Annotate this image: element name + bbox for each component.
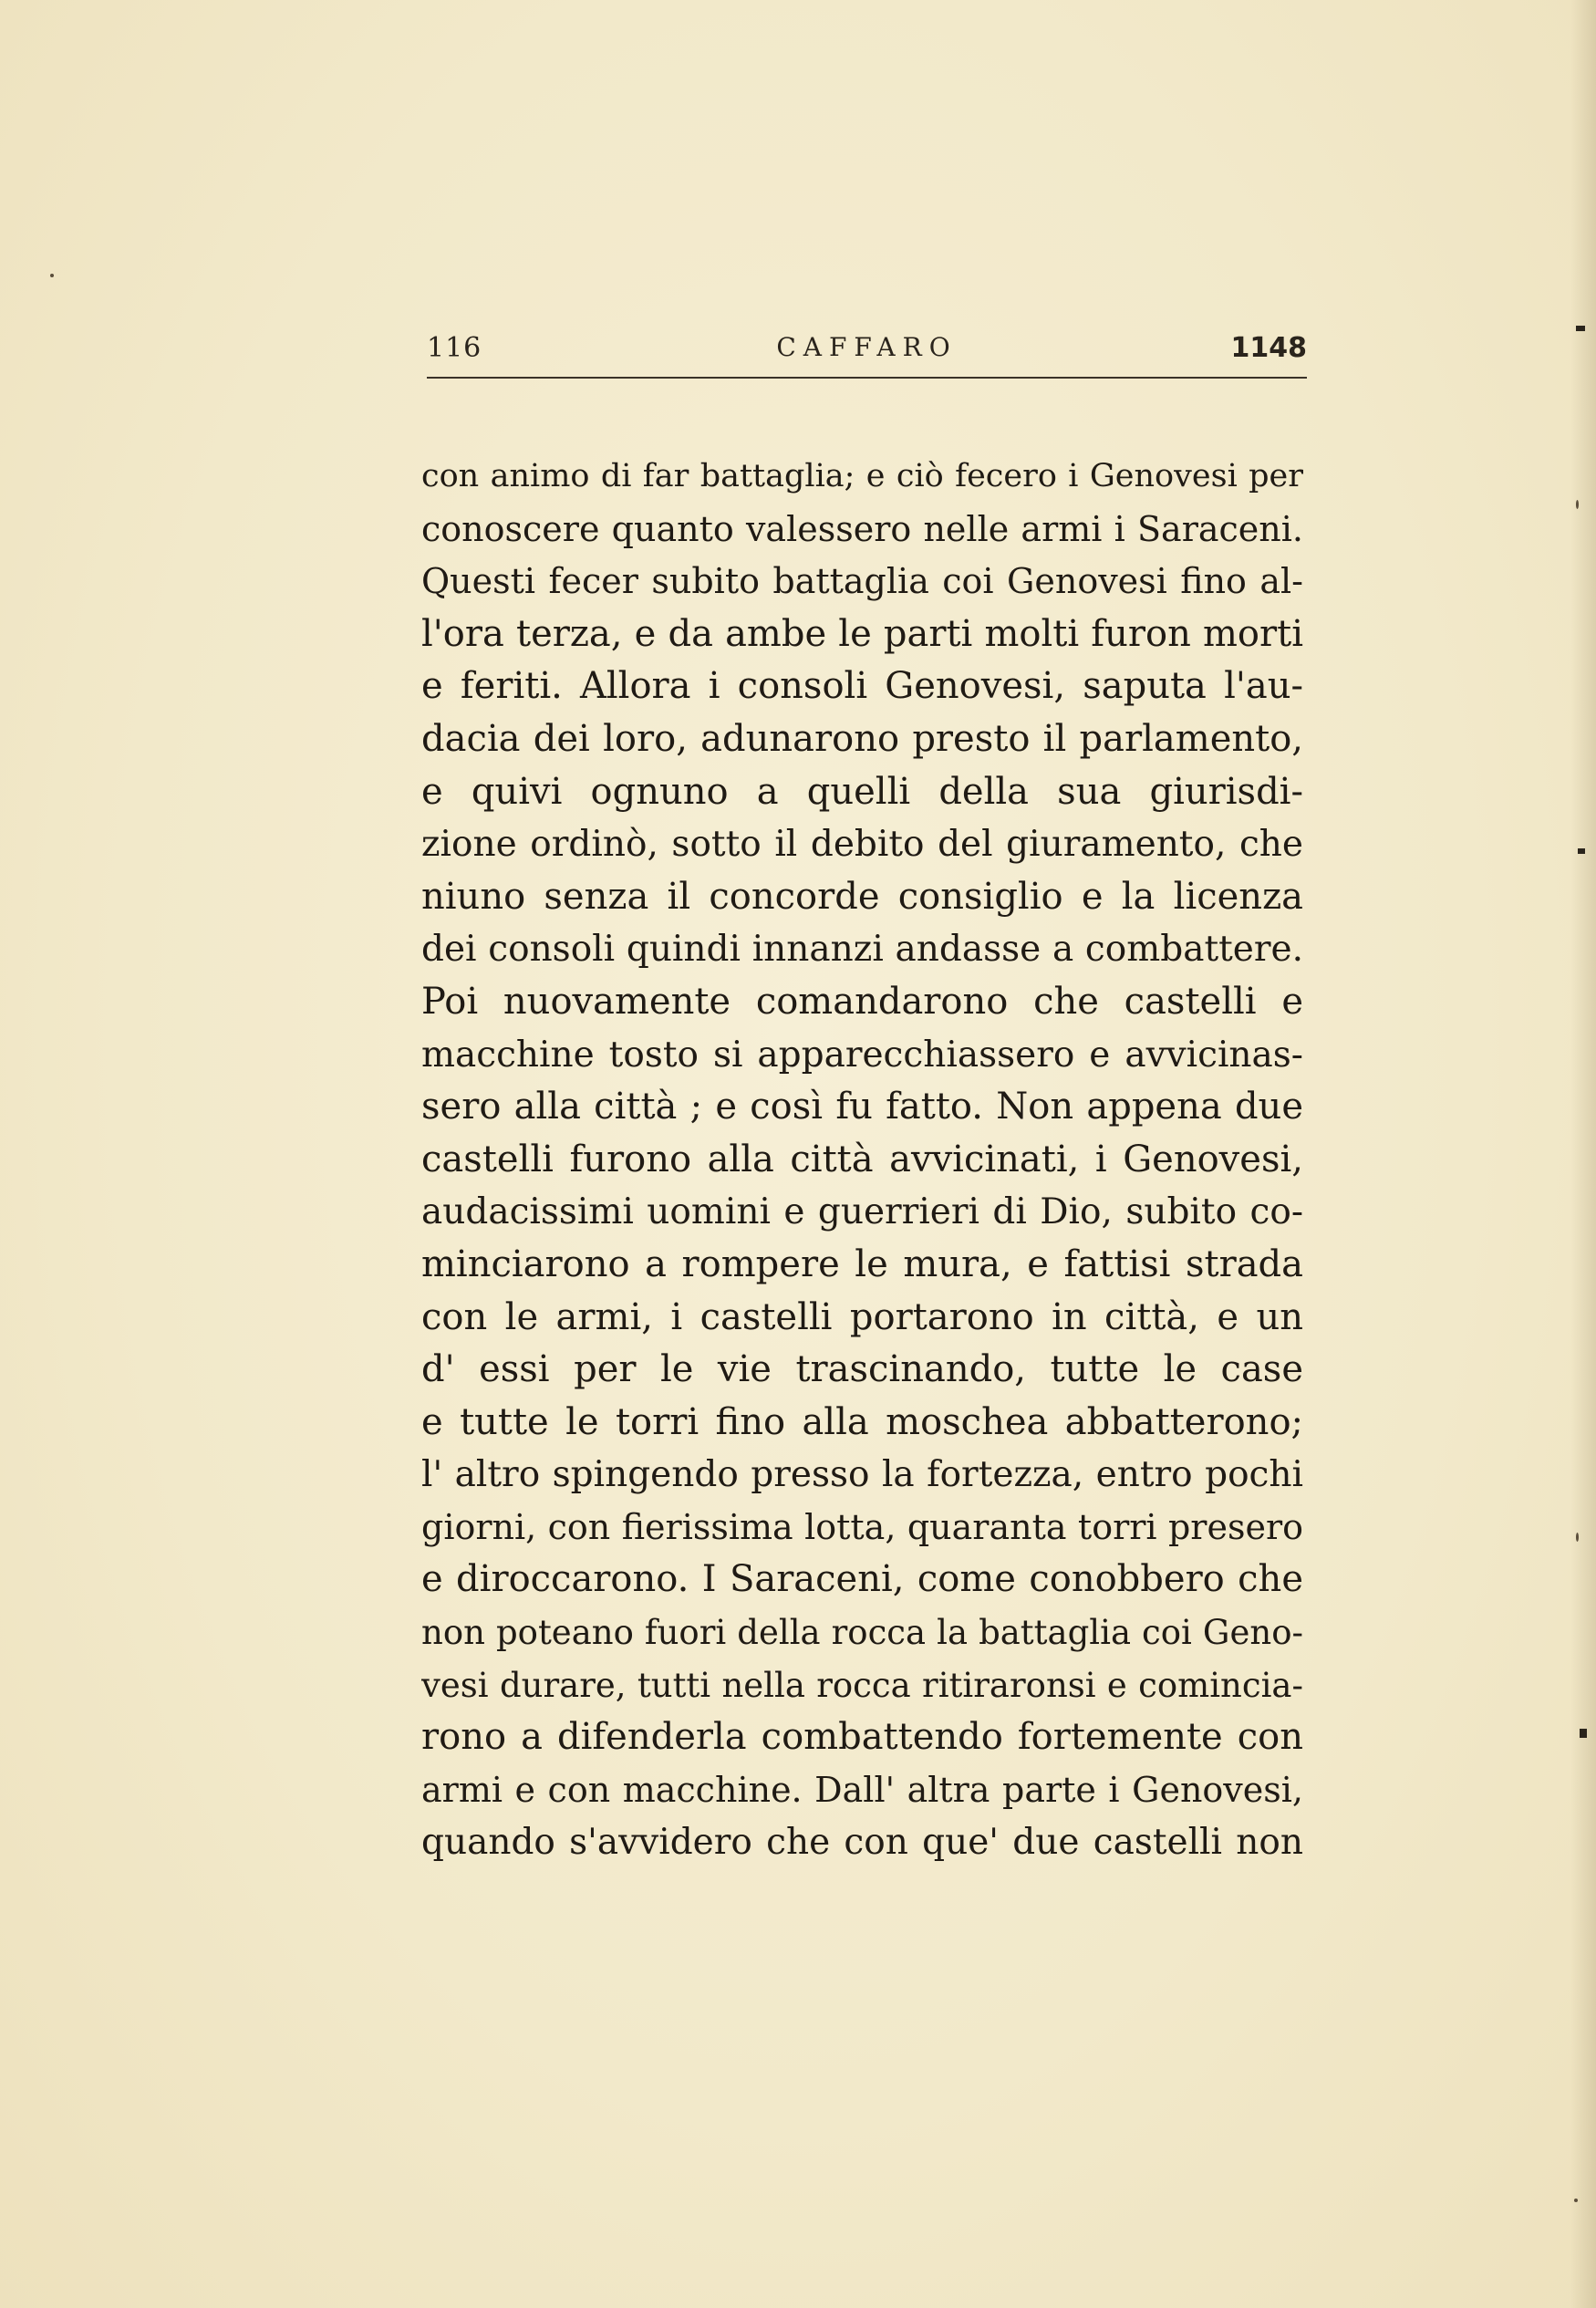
text-line: e feriti. Allora i consoli Genovesi, saputa l'au-	[421, 665, 1303, 708]
page-number: 116	[427, 332, 482, 364]
text-line: zione ordinò, sotto il debito del giuramento, che	[421, 824, 1303, 866]
scan-speck	[1574, 2199, 1578, 2202]
scan-speck	[1576, 500, 1579, 509]
text-line: Questi fecer subito battaglia coi Genovesi fino al-	[421, 561, 1303, 602]
body-text	[421, 451, 1303, 1869]
text-line: audacissimi uomini e guerrieri di Dio, subito co-	[421, 1191, 1303, 1233]
text-line: dacia dei loro, adunarono presto il parlamento,	[421, 717, 1303, 760]
text-line: sero alla città ; e così fu fatto. Non appena due	[421, 1086, 1303, 1128]
text-line: niuno senza il concorde consiglio e la licenza	[421, 875, 1303, 918]
scan-mark	[1580, 1729, 1587, 1738]
text-line: e quivi ognuno a quelli della sua giurisdi-	[421, 770, 1303, 813]
text-line: e tutte le torri fino alla moschea abbatterono;	[421, 1400, 1303, 1443]
text-line: rono a difenderla combattendo fortemente con	[421, 1716, 1303, 1759]
text-line: castelli furono alla città avvicinati, i Genovesi,	[421, 1138, 1303, 1180]
scan-mark	[1578, 848, 1585, 854]
text-line: macchine tosto si apparecchiassero e avvicinas-	[421, 1034, 1303, 1076]
scan-speck	[50, 274, 54, 277]
text-line: con animo di far battaglia; e ciò fecero i Genovesi per	[421, 458, 1303, 494]
scan-speck	[1576, 1533, 1579, 1542]
text-line: Poi nuovamente comandarono che castelli e	[421, 980, 1303, 1023]
header-year: 1148	[1230, 332, 1307, 364]
text-line: vesi durare, tutti nella rocca ritiraronsi e comincia-	[421, 1665, 1303, 1705]
header-rule	[427, 377, 1307, 379]
running-title: CAFFARO	[776, 332, 958, 362]
text-line: giorni, con fierissima lotta, quaranta torri presero	[421, 1506, 1303, 1547]
text-line: l' altro spingendo presso la fortezza, entro pochi	[421, 1454, 1303, 1496]
text-line: quando s'avvidero che con que' due castelli non	[421, 1822, 1303, 1864]
text-line: e diroccarono. I Saraceni, come conobbero che	[421, 1558, 1303, 1601]
running-header	[427, 332, 1307, 369]
page-edge-shadow	[1570, 0, 1596, 2308]
text-line: l'ora terza, e da ambe le parti molti furon morti	[421, 612, 1303, 655]
text-line: armi e con macchine. Dall' altra parte i Genovesi,	[421, 1769, 1303, 1810]
text-line: conoscere quanto valessero nelle armi i Saraceni.	[421, 508, 1303, 549]
text-line: non poteano fuori della rocca la battaglia coi Geno-	[421, 1613, 1303, 1653]
text-line: dei consoli quindi innanzi andasse a combattere.	[421, 929, 1303, 971]
text-line: con le armi, i castelli portarono in città, e un	[421, 1295, 1303, 1338]
text-line: minciarono a rompere le mura, e fattisi strada	[421, 1242, 1303, 1285]
scan-mark	[1576, 326, 1585, 331]
text-line: d' essi per le vie trascinando, tutte le case	[421, 1348, 1303, 1391]
